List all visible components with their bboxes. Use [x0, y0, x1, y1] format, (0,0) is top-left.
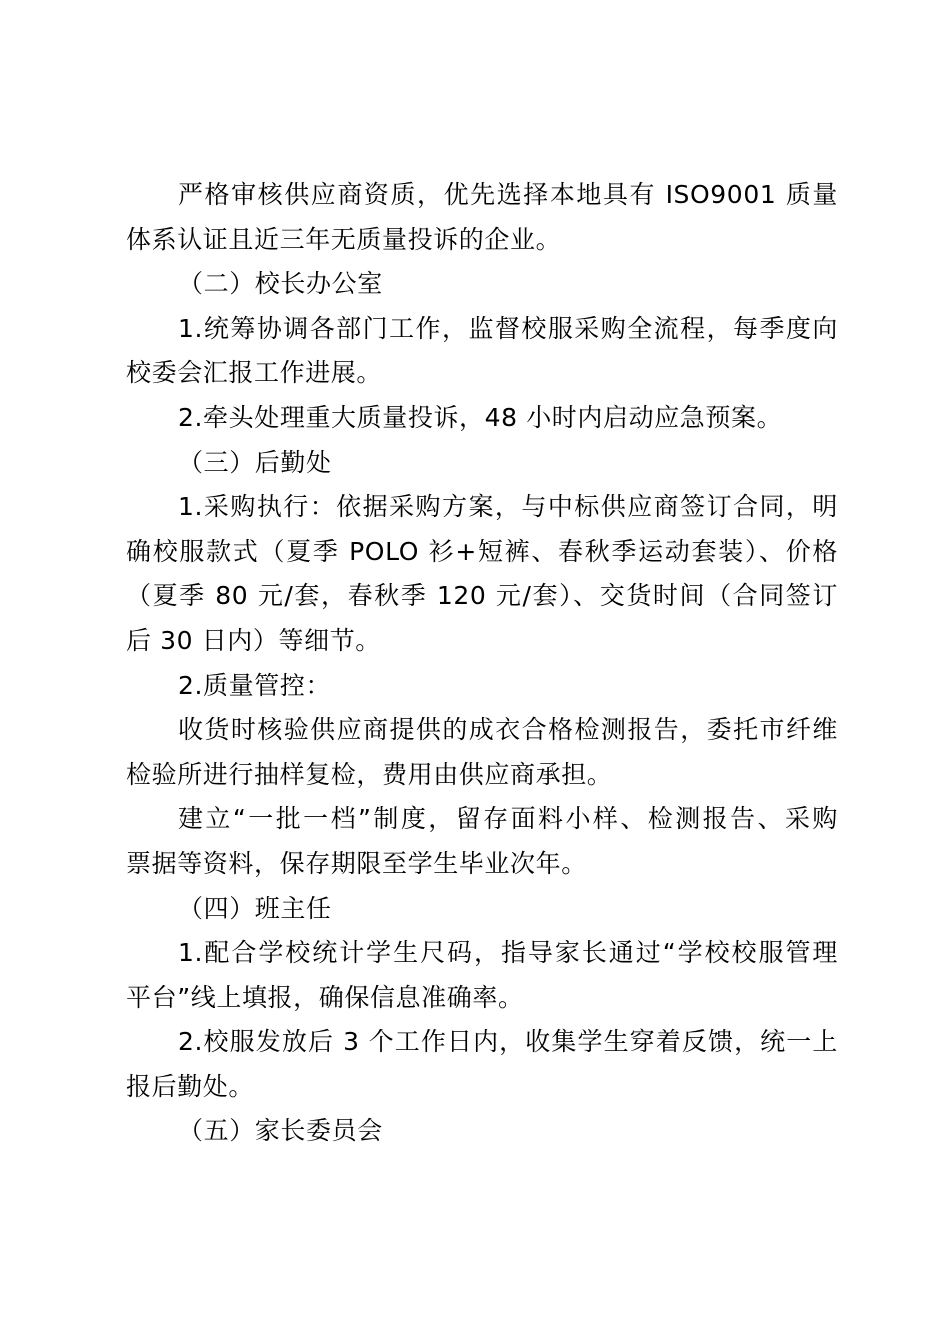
text-line: 确校服款式（夏季 POLO 衫+短裤、春秋季运动套装）、价格	[126, 536, 838, 566]
text-line: 后 30 日内）等细节。	[126, 625, 381, 655]
document-body	[126, 173, 838, 1154]
text-line: 2.校服发放后 3 个工作日内，收集学生穿着反馈，统一上	[178, 1027, 838, 1057]
text-line: （四）班主任	[178, 893, 332, 923]
text-line: （二）校长办公室	[178, 269, 383, 299]
text-line: 票据等资料，保存期限至学生毕业次年。	[126, 848, 587, 878]
text-line: 严格审核供应商资质，优先选择本地具有 ISO9001 质量	[178, 180, 838, 209]
text-line: 2.质量管控：	[178, 670, 332, 700]
text-line: （三）后勤处	[178, 447, 332, 477]
text-line: 检验所进行抽样复检，费用由供应商承担。	[126, 759, 613, 789]
text-line: 体系认证且近三年无质量投诉的企业。	[126, 224, 562, 254]
text-line: 收货时核验供应商提供的成衣合格检测报告，委托市纤维	[178, 715, 838, 745]
text-line: 1.统筹协调各部门工作，监督校服采购全流程，每季度向	[178, 313, 838, 343]
text-line: 平台”线上填报，确保信息准确率。	[126, 982, 524, 1012]
text-line: 2.牵头处理重大质量投诉，48 小时内启动应急预案。	[178, 402, 783, 432]
text-line: 1.采购执行：依据采购方案，与中标供应商签订合同，明	[178, 492, 838, 522]
text-line: 校委会汇报工作进展。	[126, 358, 383, 388]
text-line: 建立“一批一档”制度，留存面料小样、检测报告、采购	[178, 804, 838, 834]
text-line: 1.配合学校统计学生尺码，指导家长通过“学校校服管理	[178, 938, 838, 968]
text-line: （夏季 80 元/套，春秋季 120 元/套）、交货时间（合同签订	[126, 581, 838, 611]
text-line: （五）家长委员会	[178, 1116, 383, 1146]
text-line: 报后勤处。	[126, 1071, 255, 1101]
